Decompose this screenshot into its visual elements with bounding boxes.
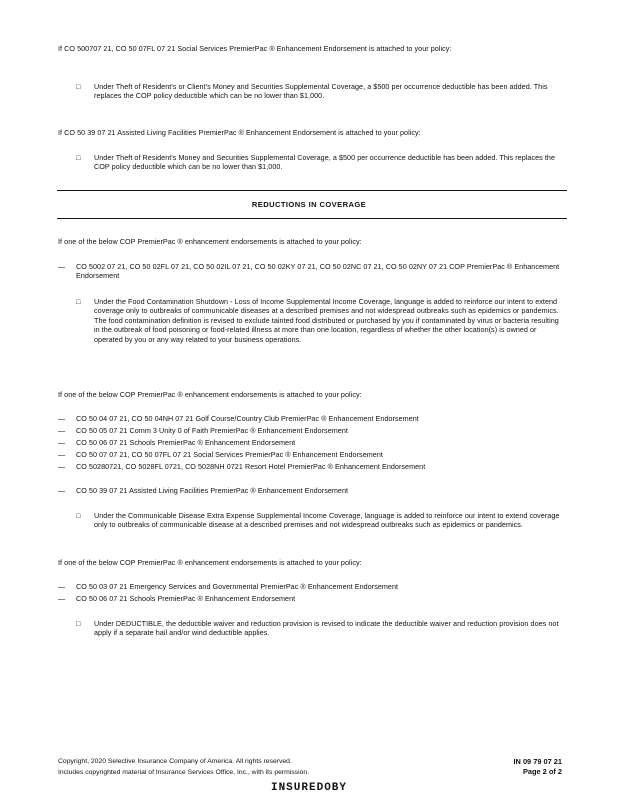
form-list-item: CO 5002 07 21, CO 50 02FL 07 21, CO 50 02IL 07 21, CO 50 02KY 07 21, CO 50 02NC 07 21, CO 50 02NY 07 21 COP PremierPac ® Enhancement Endorsement (76, 262, 560, 281)
dash-bullet: — (58, 450, 66, 459)
paragraph-assisted-living: If CO 50 39 07 21 Assisted Living Facilities PremierPac ® Enhancement Endorsement is attached to your policy: (58, 128, 421, 137)
paragraph-social-services: If CO 500707 21, CO 50 07FL 07 21 Social Services PremierPac ® Enhancement Endorsement is attached to your policy: (58, 44, 452, 53)
form-list-item: CO 50 06 07 21 Schools PremierPac ® Enhancement Endorsement (76, 438, 296, 447)
footer-copyright: Copyright, 2020 Selective Insurance Company of America. All rights reserved. (58, 758, 292, 765)
dash-bullet: — (58, 414, 66, 423)
dash-bullet: — (58, 582, 66, 591)
divider-bottom (57, 218, 567, 219)
checkbox-bullet: □ (76, 619, 81, 628)
section-heading: REDUCTIONS IN COVERAGE (251, 200, 367, 209)
paragraph-cop-enhancement-3: If one of the below COP PremierPac ® enhancement endorsements is attached to your policy: (58, 558, 362, 567)
form-list-item: CO 50 07 07 21, CO 50 07FL 07 21 Social Services PremierPac ® Enhancement Endorsement (76, 450, 383, 459)
divider-top (57, 190, 567, 191)
dash-bullet: — (58, 486, 66, 495)
communicable-disease-text: Under the Communicable Disease Extra Expense Supplemental Income Coverage, language is added to reinforce our intent to extend coverage only to outbreaks of communicable disease at a described premises and not widespread outbreaks such as epidemics or pandemics. (94, 511, 560, 530)
paragraph-cop-enhancement-2: If one of the below COP PremierPac ® enhancement endorsements is attached to your policy: (58, 390, 362, 399)
form-list-item: CO 50 39 07 21 Assisted Living Facilities PremierPac ® Enhancement Endorsement (76, 486, 349, 495)
dash-bullet: — (58, 594, 66, 603)
dash-bullet: — (58, 438, 66, 447)
theft-deductible-text: Under Theft of Resident's or Client's Money and Securities Supplemental Coverage, a $500 per occurrence deductible has been added. This replaces the COP policy deductible which can be no lower than $1,000. (94, 82, 548, 101)
theft-deductible-text-2: Under Theft of Resident's Money and Securities Supplemental Coverage, a $500 per occurrence deductible has been added. This replaces the COP policy deductible which can be no lower than $1,000. (94, 153, 555, 172)
checkbox-bullet: □ (76, 511, 81, 520)
form-list-item: CO 50 06 07 21 Schools PremierPac ® Enhancement Endorsement (76, 594, 296, 603)
food-contamination-text: Under the Food Contamination Shutdown - Loss of Income Supplemental Income Coverage, language is added to reinforce our intent to extend coverage only to outbreaks of communicable diseases at a described premises and not widespread outbreaks such as epidemics or pandemics. The food contamination definition is revised to exclude tainted food distributed or purchased by you if contaminated by virus or bacteria resulting in the outbreak of food poisoning or food-related illness at more than one location, regardless of whether the other location(s) is owned or operated by you or any way related to your business operations. (94, 297, 559, 344)
form-list-item: CO 50 04 07 21, CO 50 04NH 07 21 Golf Course/Country Club PremierPac ® Enhancement Endorsement (76, 414, 419, 423)
form-list-item: CO 50 03 07 21 Emergency Services and Governmental PremierPac ® Enhancement Endorsement (76, 582, 399, 591)
dash-bullet: — (58, 262, 66, 271)
footer-includes: Includes copyrighted material of Insurance Services Office, Inc., with its permission. (58, 769, 310, 776)
paragraph-cop-enhancement: If one of the below COP PremierPac ® enhancement endorsements is attached to your policy: (58, 237, 362, 246)
form-number: IN 09 79 07 21 (513, 757, 562, 766)
checkbox-bullet: □ (76, 82, 81, 91)
form-list-item: CO 50 05 07 21 Comm 3 Unity 0 of Faith PremierPac ® Enhancement Endorsement (76, 426, 348, 435)
dash-bullet: — (58, 462, 66, 471)
deductible-waiver-text: Under DEDUCTIBLE, the deductible waiver and reduction provision is revised to indicate the deductible waiver and reduction provision does not apply if a separate hail and/or wind deductible applies. (94, 619, 559, 638)
checkbox-bullet: □ (76, 153, 81, 162)
form-list-item: CO 50280721, CO 5028FL 0721, CO 5028NH 0721 Resort Hotel PremierPac ® Enhancement Endorsement (76, 462, 426, 471)
dash-bullet: — (58, 426, 66, 435)
checkbox-bullet: □ (76, 297, 81, 306)
page-number: Page 2 of 2 (522, 767, 562, 776)
watermark: INSUREDOBY (270, 782, 347, 794)
